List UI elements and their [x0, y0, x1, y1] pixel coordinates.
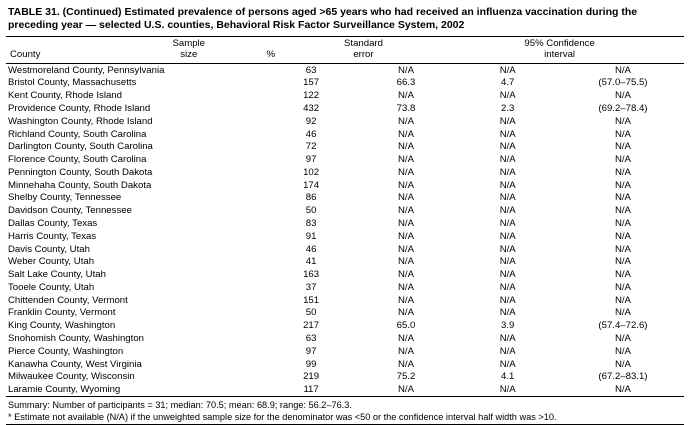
cell-standard-error: N/A — [499, 217, 516, 229]
table-row — [6, 153, 684, 166]
cell-county: King County, Washington — [8, 320, 116, 332]
cell-percent: N/A — [398, 269, 414, 281]
cell-county: Milwaukee County, Wisconsin — [8, 371, 135, 383]
cell-county: Salt Lake County, Utah — [8, 269, 106, 281]
cell-confidence-interval: N/A — [614, 90, 631, 102]
cell-sample-size: 50 — [305, 205, 317, 217]
column-header-percent — [250, 37, 292, 63]
cell-standard-error: N/A — [499, 64, 516, 76]
table-row — [6, 166, 684, 179]
cell-percent: N/A — [398, 166, 414, 178]
cell-percent: N/A — [398, 345, 414, 357]
cell-county: Florence County, South Carolina — [8, 154, 147, 166]
cell-standard-error: N/A — [499, 358, 516, 370]
table-row — [6, 77, 684, 90]
column-header-ci-line1: 95% Confidence — [524, 38, 595, 49]
cell-county: Franklin County, Vermont — [8, 307, 116, 319]
cell-sample-size: 91 — [305, 230, 317, 242]
column-header-se-line2: error — [353, 49, 374, 60]
table-row — [6, 307, 684, 320]
cell-sample-size: 83 — [305, 217, 317, 229]
cell-percent: N/A — [398, 333, 414, 344]
table-row — [6, 141, 684, 154]
cell-percent: N/A — [398, 128, 414, 140]
cell-sample-size: 157 — [303, 77, 320, 89]
cell-county: Darlington County, South Carolina — [8, 141, 153, 153]
cell-county: Tooele County, Utah — [8, 281, 95, 293]
table-row — [6, 102, 684, 115]
column-header-county — [6, 37, 128, 63]
cell-confidence-interval: N/A — [614, 294, 631, 306]
cell-county: Snohomish County, Washington — [8, 333, 144, 344]
cell-confidence-interval: (67.2–83.1) — [598, 371, 648, 383]
table-row — [6, 179, 684, 192]
cell-standard-error: N/A — [499, 141, 516, 153]
cell-confidence-interval: N/A — [614, 115, 631, 127]
cell-percent: 65.0 — [396, 320, 416, 332]
cell-standard-error: N/A — [499, 115, 516, 127]
cell-confidence-interval: N/A — [614, 307, 631, 319]
cell-percent: N/A — [398, 64, 414, 76]
cell-standard-error: 4.7 — [501, 77, 515, 89]
cell-percent: N/A — [398, 307, 414, 319]
column-header-sample-line2: size — [180, 49, 198, 60]
table-row — [6, 281, 684, 294]
cell-sample-size: 174 — [303, 179, 320, 191]
cell-sample-size: 102 — [303, 166, 320, 178]
cell-standard-error: 4.1 — [501, 371, 515, 383]
cell-sample-size: 97 — [305, 345, 317, 357]
footnote-summary: Summary: Number of participants = 31; median: 70.5; mean: 68.9; range: 56.2–76.3. — [8, 399, 352, 410]
table-row — [6, 256, 684, 269]
table-row — [6, 192, 684, 205]
cell-sample-size: 46 — [305, 243, 317, 255]
cell-confidence-interval: N/A — [614, 358, 631, 370]
table-row — [6, 230, 684, 243]
cell-confidence-interval: N/A — [614, 281, 631, 293]
cell-confidence-interval: N/A — [614, 128, 631, 140]
cell-confidence-interval: N/A — [614, 243, 631, 255]
cell-confidence-interval: N/A — [614, 269, 631, 281]
cell-confidence-interval: N/A — [614, 345, 631, 357]
table-row — [6, 128, 684, 141]
cell-county: Providence County, Rhode Island — [8, 102, 151, 114]
cell-sample-size: 92 — [305, 115, 317, 127]
cell-sample-size: 72 — [305, 141, 317, 153]
cell-percent: N/A — [398, 281, 414, 293]
cell-county: Harris County, Texas — [8, 230, 97, 242]
table-row — [6, 332, 684, 345]
cell-county: Davis County, Utah — [8, 243, 90, 255]
cell-standard-error: N/A — [499, 294, 516, 306]
cell-sample-size: 63 — [305, 64, 317, 76]
cell-confidence-interval: (57.4–72.6) — [598, 320, 648, 332]
cell-percent: N/A — [398, 141, 414, 153]
cell-standard-error: N/A — [499, 345, 516, 357]
cell-county: Westmoreland County, Pennsylvania — [8, 64, 165, 76]
cell-percent: N/A — [398, 90, 414, 102]
cell-sample-size: 151 — [303, 294, 320, 306]
cell-standard-error: N/A — [499, 307, 516, 319]
cell-standard-error: N/A — [499, 128, 516, 140]
table-row — [6, 269, 684, 282]
cell-standard-error: N/A — [499, 205, 516, 217]
cell-percent: N/A — [398, 205, 414, 217]
cell-sample-size: 97 — [305, 154, 317, 166]
cell-sample-size: 46 — [305, 128, 317, 140]
cell-standard-error: N/A — [499, 333, 516, 344]
cell-percent: 75.2 — [396, 371, 416, 383]
cell-percent: N/A — [398, 230, 414, 242]
cell-standard-error: N/A — [499, 256, 516, 268]
cell-county: Weber County, Utah — [8, 256, 95, 268]
cell-standard-error: N/A — [499, 192, 516, 204]
table-row — [6, 217, 684, 230]
page-title — [6, 0, 684, 36]
cell-standard-error: 3.9 — [501, 320, 515, 332]
column-header-sample-line1: Sample — [172, 38, 206, 49]
cell-county: Pennington County, South Dakota — [8, 166, 153, 178]
cell-sample-size: 217 — [303, 320, 320, 332]
cell-county: Minnehaha County, South Dakota — [8, 179, 152, 191]
cell-sample-size: 163 — [303, 269, 320, 281]
table-row — [6, 384, 684, 397]
cell-standard-error: N/A — [499, 281, 516, 293]
cell-standard-error: N/A — [499, 90, 516, 102]
cell-confidence-interval: N/A — [614, 64, 631, 76]
cell-sample-size: 219 — [303, 371, 320, 383]
table-body — [6, 64, 684, 396]
cell-confidence-interval: (69.2–78.4) — [598, 102, 648, 114]
cell-county: Pierce County, Washington — [8, 345, 124, 357]
cell-county: Washington County, Rhode Island — [8, 115, 153, 127]
cell-standard-error: 2.3 — [501, 102, 515, 114]
cell-standard-error: N/A — [499, 243, 516, 255]
table-footnotes — [6, 397, 684, 424]
cell-percent: N/A — [398, 192, 414, 204]
footnote-estimate-note: * Estimate not available (N/A) if the unweighted sample size for the denominator was <50 or the confidence interval half width was >10. — [8, 412, 557, 423]
cell-county: Chittenden County, Vermont — [8, 294, 128, 306]
cell-sample-size: 122 — [303, 90, 320, 102]
column-header-standard-error — [292, 37, 436, 63]
cell-confidence-interval: N/A — [614, 217, 631, 229]
cell-percent: 73.8 — [396, 102, 416, 114]
column-header-ci-line2: interval — [544, 49, 576, 60]
column-header-se-line1: Standard — [344, 38, 383, 49]
cell-standard-error: N/A — [499, 166, 516, 178]
cell-confidence-interval: N/A — [614, 192, 631, 204]
table-head — [6, 37, 684, 63]
table-row — [6, 90, 684, 103]
cell-sample-size: 99 — [305, 358, 317, 370]
cell-confidence-interval: N/A — [614, 384, 631, 396]
cell-percent: N/A — [398, 217, 414, 229]
table-header-row — [6, 37, 684, 63]
cell-percent: N/A — [398, 154, 414, 166]
cell-confidence-interval: N/A — [614, 205, 631, 217]
cell-percent: N/A — [398, 243, 414, 255]
cell-confidence-interval: N/A — [614, 333, 631, 344]
column-header-percent-label: % — [266, 49, 276, 60]
column-header-confidence-interval — [435, 37, 684, 63]
cell-percent: N/A — [398, 179, 414, 191]
cell-sample-size: 86 — [305, 192, 317, 204]
cell-standard-error: N/A — [499, 230, 516, 242]
cell-standard-error: N/A — [499, 269, 516, 281]
cell-confidence-interval: N/A — [614, 230, 631, 242]
cell-county: Shelby County, Tennessee — [8, 192, 122, 204]
cell-percent: N/A — [398, 115, 414, 127]
cell-confidence-interval: N/A — [614, 166, 631, 178]
cell-percent: N/A — [398, 384, 414, 396]
column-header-sample-size — [128, 37, 250, 63]
table-row — [6, 345, 684, 358]
table-row — [6, 320, 684, 333]
cell-percent: N/A — [398, 294, 414, 306]
title-text: TABLE 31. (Continued) Estimated prevalence of persons aged >65 years who had received an influenza vaccination during the preceding year — selected U.S. counties, Behavioral Risk Factor Surveillance System, 2002 — [8, 6, 638, 31]
cell-county: Dallas County, Texas — [8, 217, 98, 229]
cell-confidence-interval: (57.0–75.5) — [598, 77, 648, 89]
cell-confidence-interval: N/A — [614, 179, 631, 191]
table-body-wrapper — [6, 64, 684, 396]
table-row — [6, 243, 684, 256]
cell-confidence-interval: N/A — [614, 154, 631, 166]
cell-county: Kent County, Rhode Island — [8, 90, 122, 102]
cell-county: Laramie County, Wyoming — [8, 384, 121, 396]
cell-percent: 66.3 — [396, 77, 416, 89]
table-row — [6, 64, 684, 77]
cell-sample-size: 41 — [305, 256, 317, 268]
cell-percent: N/A — [398, 256, 414, 268]
prevalence-table — [6, 37, 684, 63]
cell-sample-size: 432 — [303, 102, 320, 114]
cell-confidence-interval: N/A — [614, 141, 631, 153]
cell-county: Richland County, South Carolina — [8, 128, 147, 140]
cell-sample-size: 50 — [305, 307, 317, 319]
table-row — [6, 115, 684, 128]
cell-county: Bristol County, Massachusetts — [8, 77, 137, 89]
cell-standard-error: N/A — [499, 154, 516, 166]
cell-confidence-interval: N/A — [614, 256, 631, 268]
cell-standard-error: N/A — [499, 384, 516, 396]
table-row — [6, 294, 684, 307]
cell-percent: N/A — [398, 358, 414, 370]
cell-sample-size: 37 — [305, 281, 317, 293]
cell-county: Davidson County, Tennessee — [8, 205, 132, 217]
table-row — [6, 205, 684, 218]
cell-standard-error: N/A — [499, 179, 516, 191]
table-row — [6, 358, 684, 371]
column-header-county-label: County — [10, 49, 41, 60]
cell-county: Kanawha County, West Virginia — [8, 358, 142, 370]
cell-sample-size: 63 — [305, 333, 317, 344]
table-row — [6, 371, 684, 384]
cell-sample-size: 117 — [303, 384, 319, 396]
